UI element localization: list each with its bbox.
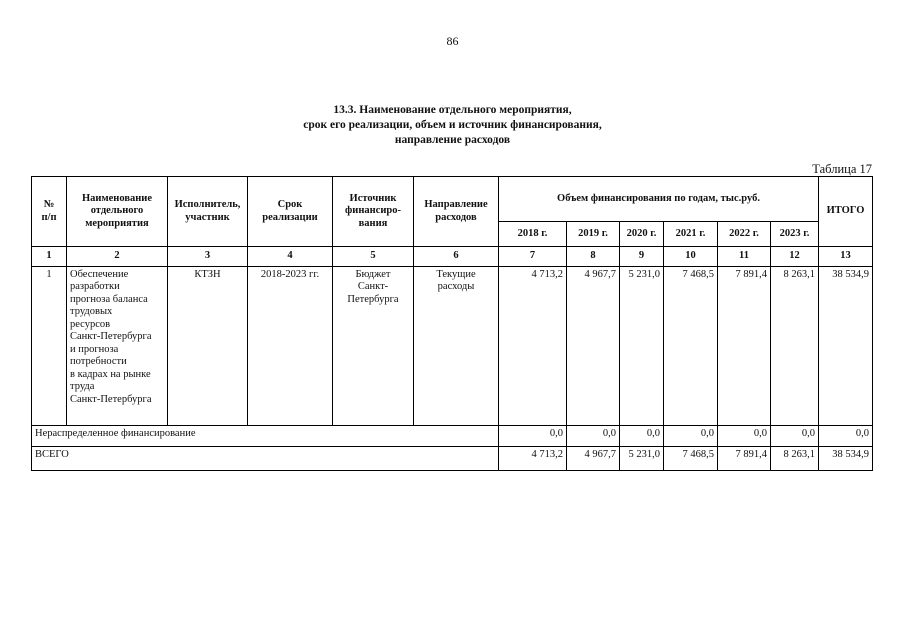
row-total: 38 534,9 bbox=[819, 446, 873, 470]
executor: КТЗН bbox=[168, 266, 248, 425]
column-number-row bbox=[32, 247, 873, 267]
column-number: 10 bbox=[664, 247, 718, 267]
unallocated-row bbox=[32, 425, 873, 446]
value-2020: 5 231,0 bbox=[620, 266, 664, 425]
page-number: 86 bbox=[446, 34, 459, 48]
value-2022: 7 891,4 bbox=[718, 446, 771, 470]
total-label: ВСЕГО bbox=[32, 446, 499, 470]
header-year: 2019 г. bbox=[567, 222, 620, 247]
row-number: 1 bbox=[32, 266, 67, 425]
column-number: 9 bbox=[620, 247, 664, 267]
title-line-1: 13.3. Наименование отдельного мероприятия, bbox=[333, 104, 572, 116]
column-number: 6 bbox=[414, 247, 499, 267]
value-2021: 7 468,5 bbox=[664, 446, 718, 470]
value-2020: 0,0 bbox=[620, 425, 664, 446]
value-2019: 4 967,7 bbox=[567, 446, 620, 470]
value-2023: 8 263,1 bbox=[771, 446, 819, 470]
title-line-3: направление расходов bbox=[394, 134, 511, 146]
value-2018: 4 713,2 bbox=[499, 266, 567, 425]
column-number: 2 bbox=[67, 247, 168, 267]
header-total: ИТОГО bbox=[819, 177, 873, 247]
header-row bbox=[32, 177, 873, 222]
column-number: 8 bbox=[567, 247, 620, 267]
header-year: 2022 г. bbox=[718, 222, 771, 247]
funding-source: Бюджет Санкт-Петербурга bbox=[333, 266, 414, 425]
value-2021: 0,0 bbox=[664, 425, 718, 446]
header-period: Срок реализации bbox=[248, 177, 333, 247]
header-year: 2018 г. bbox=[499, 222, 567, 247]
value-2022: 7 891,4 bbox=[718, 266, 771, 425]
section-title bbox=[0, 103, 905, 148]
measure-name: Обеспечение разработки прогноза баланса трудовых ресурсов Санкт-Петербурга и прогноза потребности в кадрах на рынке труда Санкт-Петербурга bbox=[67, 266, 168, 425]
unallocated-label: Нераспределенное финансирование bbox=[32, 425, 499, 446]
column-number: 13 bbox=[819, 247, 873, 267]
value-2019: 0,0 bbox=[567, 425, 620, 446]
header-source: Источник финансиро- вания bbox=[333, 177, 414, 247]
row-total: 0,0 bbox=[819, 425, 873, 446]
value-2018: 4 713,2 bbox=[499, 446, 567, 470]
column-number: 5 bbox=[333, 247, 414, 267]
column-number: 11 bbox=[718, 247, 771, 267]
header-direction: Направление расходов bbox=[414, 177, 499, 247]
total-row bbox=[32, 446, 873, 470]
column-number: 7 bbox=[499, 247, 567, 267]
value-2022: 0,0 bbox=[718, 425, 771, 446]
table-row bbox=[32, 266, 873, 425]
column-number: 3 bbox=[168, 247, 248, 267]
header-year: 2023 г. bbox=[771, 222, 819, 247]
title-line-2: срок его реализации, объем и источник финансирования, bbox=[303, 119, 602, 131]
funding-table bbox=[31, 176, 873, 471]
header-executor: Исполнитель, участник bbox=[168, 177, 248, 247]
column-number: 4 bbox=[248, 247, 333, 267]
row-total: 38 534,9 bbox=[819, 266, 873, 425]
header-funding: Объем финансирования по годам, тыс.руб. bbox=[499, 177, 819, 222]
value-2018: 0,0 bbox=[499, 425, 567, 446]
header-name: Наименование отдельного мероприятия bbox=[67, 177, 168, 247]
value-2021: 7 468,5 bbox=[664, 266, 718, 425]
value-2019: 4 967,7 bbox=[567, 266, 620, 425]
table-caption: Таблица 17 bbox=[812, 162, 872, 176]
header-year: 2021 г. bbox=[664, 222, 718, 247]
value-2020: 5 231,0 bbox=[620, 446, 664, 470]
column-number: 12 bbox=[771, 247, 819, 267]
value-2023: 8 263,1 bbox=[771, 266, 819, 425]
value-2023: 0,0 bbox=[771, 425, 819, 446]
period: 2018-2023 гг. bbox=[248, 266, 333, 425]
header-num: № п/п bbox=[32, 177, 67, 247]
expense-direction: Текущие расходы bbox=[414, 266, 499, 425]
column-number: 1 bbox=[32, 247, 67, 267]
header-year: 2020 г. bbox=[620, 222, 664, 247]
